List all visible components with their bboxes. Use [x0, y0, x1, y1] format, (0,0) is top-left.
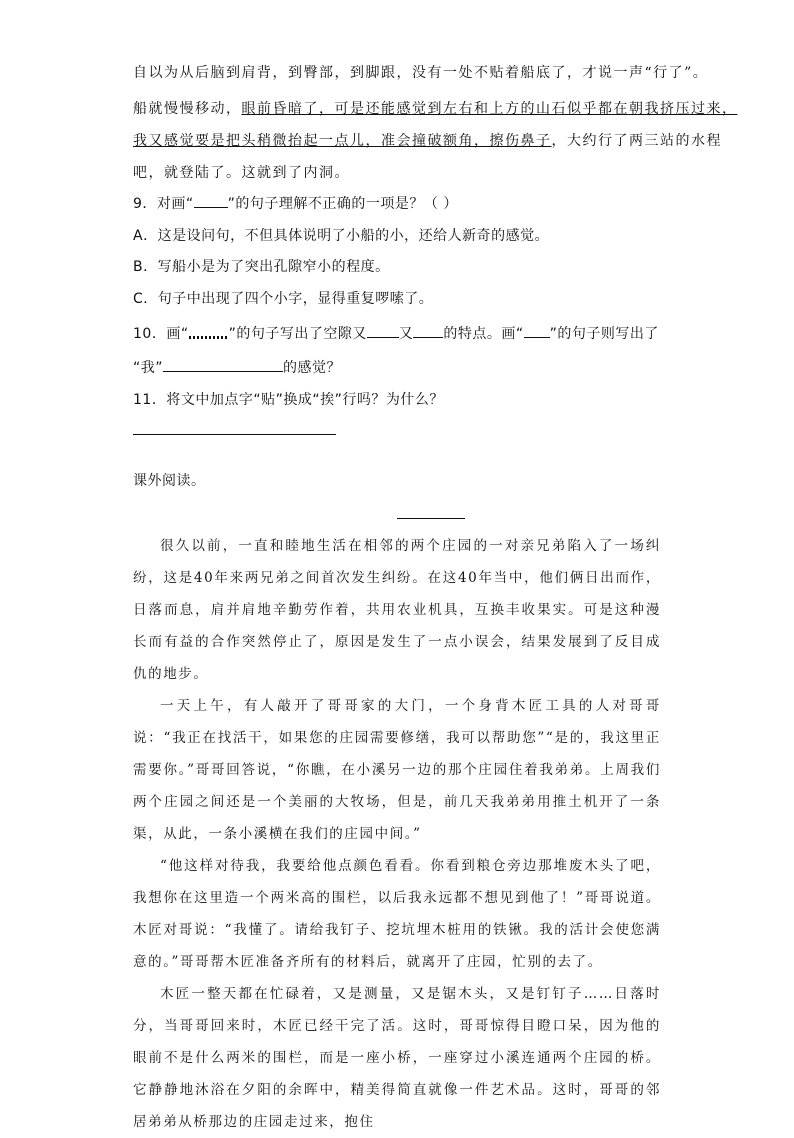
story-body	[133, 530, 661, 1138]
option-c: C．句子中出现了四个小字，显得重复啰嗦了。	[133, 291, 434, 307]
passage-line-3	[133, 130, 722, 150]
blank-line	[194, 195, 228, 208]
blank-line	[524, 325, 550, 338]
passage-text: ，大约行了两三站的水程	[551, 133, 722, 149]
question-10-text: ”的句子写出了空隙又	[228, 326, 367, 342]
option-a: A．这是设问句，不但具体说明了小船的小，还给人新奇的感觉。	[133, 228, 550, 244]
question-11: 11．将文中加点字“贴”换成“挨”行吗？为什么？	[133, 392, 444, 408]
question-10-prefix: 10．画“	[133, 326, 189, 342]
underlined-sentence-part1: 眼前昏暗了，可是还能感觉到左右和上方的山石似乎都在朝我挤压过来，	[241, 101, 738, 117]
answer-blank[interactable]	[163, 359, 283, 372]
passage-line-2	[133, 98, 738, 118]
question-10-text: 的感觉？	[283, 360, 342, 376]
passage-line-1: 自以为从后脑到肩背，到臀部，到脚跟，没有一处不贴着船底了，才说一声“行了”。	[133, 65, 709, 81]
title-blank[interactable]	[397, 518, 465, 519]
question-9	[133, 193, 458, 213]
section-label: 课外阅读。	[133, 473, 206, 489]
question-10	[133, 323, 659, 343]
option-b: B．写船小是为了突出孔隙窄小的程度。	[133, 259, 390, 275]
story-paragraph-1: 很久以前，一直和睦地生活在相邻的两个庄园的一对亲兄弟陷入了一场纠纷，这是40年来两兄弟之间首次发生纠纷。在这40年当中，他们俩日出而作，日落而息，肩并肩地辛勤劳作着，共用农业机具，互换丰收果实。可是这种漫长而有益的合作突然停止了，原因是发生了一点小误会，结果发展到了反目成仇的地步。	[133, 538, 661, 682]
story-paragraph-3: “他这样对待我，我要给他点颜色看看。你看到粮仓旁边那堆废木头了吧，我想你在这里造一个两米高的围栏，以后我永远都不想见到他了！”哥哥说道。木匠对哥说：“我懂了。请给我钉子、挖坑埋木桩用的铁锹。我的活计会使您满意的。”哥哥帮木匠准备齐所有的材料后，就离开了庄园，忙别的去了。	[133, 858, 661, 970]
story-paragraph-2: 一天上午，有人敲开了哥哥家的大门，一个身背木匠工具的人对哥哥说：“我正在找活干，如果您的庄园需要修缮，我可以帮助您”“是的，我这里正需要你。”哥哥回答说，“你瞧，在小溪另一边的那个庄园住着我弟弟。上周我们两个庄园之间还是一个美丽的大牧场，但是，前几天我弟弟用推土机开了一条渠，从此，一条小溪横在我们的庄园中间。”	[133, 698, 661, 842]
question-10-cont	[133, 357, 341, 377]
answer-blank[interactable]	[413, 325, 443, 338]
wavy-blank	[189, 326, 229, 338]
underlined-sentence-part2: 我又感觉要是把头稍微抬起一点儿，准会撞破额角，擦伤鼻子	[133, 133, 552, 149]
answer-line[interactable]	[133, 434, 336, 435]
question-10-text: 的特点。画“	[443, 326, 524, 342]
question-10-text: 又	[398, 326, 414, 342]
question-9-text: ”的句子理解不正确的一项是？（ ）	[227, 196, 458, 212]
story-paragraph-4: 木匠一整天都在忙碌着，又是测量，又是锯木头，又是钉钉子……日落时分，当哥哥回来时，木匠已经干完了活。这时，哥哥惊得目瞪口呆，因为他的眼前不是什么两米的围栏，而是一座小桥，一座穿过小溪连通两个庄园的桥。它静静地沐浴在夕阳的余晖中，精美得简直就像一件艺术品。这时，哥哥的邻居弟弟从桥那边的庄园走过来，抱住	[133, 986, 661, 1130]
question-10-text: “我”	[133, 360, 164, 376]
passage-line-4: 吧，就登陆了。这就到了内洞。	[133, 165, 350, 181]
passage-text: 船就慢慢移动，	[133, 101, 242, 117]
answer-blank[interactable]	[367, 325, 399, 338]
question-10-text: ”的句子则写出了	[549, 326, 659, 342]
question-9-prefix: 9．对画“	[133, 196, 194, 212]
